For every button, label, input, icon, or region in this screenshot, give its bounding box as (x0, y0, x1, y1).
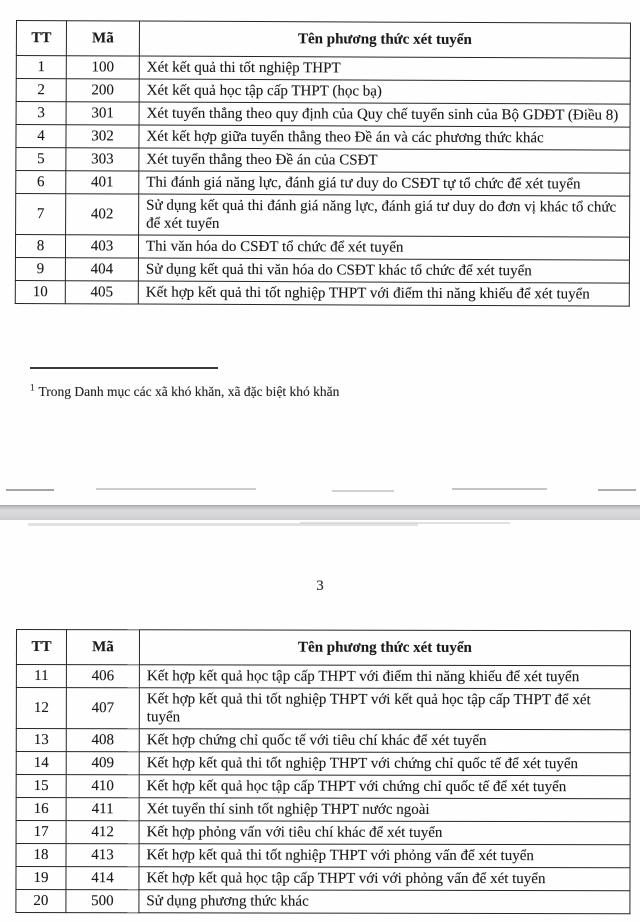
method-name-cell: Sử dụng kết quả thi văn hóa do CSĐT khác tổ chức để xét tuyển (138, 258, 629, 283)
method-code-cell: 402 (66, 194, 139, 235)
method-code-cell: 410 (66, 775, 139, 798)
footnote-text: Trong Danh mục các xã khó khăn, xã đặc biệt khó khăn (38, 384, 340, 399)
method-code-cell: 404 (65, 258, 138, 281)
method-code-cell: 408 (66, 729, 139, 752)
method-name-cell: Kết hợp kết quả thi tốt nghiệp THPT với chứng chỉ quốc tế để xét tuyển (139, 752, 630, 776)
table-row (16, 844, 630, 868)
page-number: 3 (316, 578, 324, 594)
table-row (16, 56, 630, 82)
table-row (16, 171, 630, 197)
row-number-cell: 6 (16, 171, 66, 194)
scan-artifact (300, 522, 510, 524)
table-row (16, 148, 630, 174)
method-name-cell: Xét kết quả học tập cấp THPT (học bạ) (139, 79, 630, 104)
col-header-tt: TT (16, 21, 66, 56)
page-break-separator (0, 505, 640, 520)
col-header-name: Tên phương thức xét tuyển (139, 21, 630, 58)
table-row (16, 125, 630, 151)
table-row (16, 752, 630, 776)
table-row (15, 280, 629, 306)
col-header-tt: TT (16, 630, 66, 665)
row-number-cell: 17 (16, 821, 66, 844)
admission-methods-table-2 (15, 629, 631, 914)
scan-artifact (332, 490, 394, 492)
row-number-cell: 2 (16, 79, 66, 102)
method-name-cell: Sử dụng kết quả thi đánh giá năng lực, đánh giá tư duy do đơn vị khác tổ chức để xét tuyển (139, 194, 630, 237)
method-name-cell: Kết hợp kết quả thi tốt nghiệp THPT với điểm thi năng khiếu để xét tuyển (138, 281, 629, 306)
admission-methods-table-1 (15, 20, 631, 307)
method-name-cell: Xét tuyển thẳng theo quy định của Quy chế tuyển sinh của Bộ GDĐT (Điều 8) (139, 102, 630, 127)
method-code-cell: 414 (66, 867, 139, 890)
row-number-cell: 7 (16, 194, 66, 235)
method-code-cell: 500 (66, 890, 139, 913)
method-name-cell: Kết hợp kết quả học tập cấp THPT với với phỏng vấn để xét tuyển (139, 867, 630, 891)
method-code-cell: 412 (66, 821, 139, 844)
method-code-cell: 403 (65, 235, 138, 258)
row-number-cell: 20 (16, 890, 66, 913)
footnote (30, 383, 339, 400)
row-number-cell: 1 (16, 56, 66, 79)
method-code-cell: 413 (66, 844, 139, 867)
method-code-cell: 407 (66, 688, 139, 729)
row-number-cell: 13 (16, 729, 66, 752)
row-number-cell: 16 (16, 798, 66, 821)
method-code-cell: 303 (66, 148, 139, 171)
col-header-ma: Mã (66, 630, 139, 665)
table-row (16, 890, 630, 914)
scan-artifact (96, 488, 256, 490)
col-header-ma: Mã (66, 21, 139, 56)
scan-artifact (6, 489, 54, 491)
col-header-name: Tên phương thức xét tuyển (139, 630, 630, 666)
table-row (16, 775, 630, 799)
method-code-cell: 409 (66, 752, 139, 775)
method-name-cell: Kết hợp chứng chỉ quốc tế với tiêu chí khác để xét tuyển (139, 729, 630, 753)
method-name-cell: Kết hợp kết quả thi tốt nghiệp THPT với phỏng vấn để xét tuyển (139, 844, 630, 868)
method-name-cell: Xét tuyển thẳng theo Đề án của CSĐT (139, 148, 630, 173)
table-header-row (16, 630, 630, 666)
row-number-cell: 11 (16, 665, 66, 688)
method-name-cell: Xét tuyển thí sinh tốt nghiệp THPT nước ngoài (139, 798, 630, 822)
table-row (15, 257, 629, 283)
table-row (16, 867, 630, 891)
table-row (15, 235, 629, 261)
row-number-cell: 9 (15, 257, 65, 280)
row-number-cell: 4 (16, 125, 66, 148)
table-row (16, 729, 630, 753)
table-header-row (16, 21, 630, 59)
method-code-cell: 411 (66, 798, 139, 821)
row-number-cell: 18 (16, 844, 66, 867)
footnote-marker: 1 (30, 382, 35, 393)
row-number-cell: 8 (15, 235, 65, 258)
scan-artifact (598, 489, 636, 491)
method-name-cell: Xét kết quả thi tốt nghiệp THPT (139, 56, 630, 81)
row-number-cell: 15 (16, 775, 66, 798)
table-row (16, 665, 630, 689)
method-code-cell: 405 (65, 281, 138, 304)
method-name-cell: Sử dụng phương thức khác (139, 890, 630, 914)
table-row (16, 688, 630, 730)
method-name-cell: Kết hợp phỏng vấn với tiêu chí khác để xét tuyển (139, 821, 630, 845)
method-code-cell: 200 (66, 79, 139, 102)
table-row (16, 79, 630, 105)
row-number-cell: 12 (16, 688, 66, 729)
page-2 (0, 520, 640, 922)
table-row (16, 821, 630, 845)
method-name-cell: Kết hợp kết quả học tập cấp THPT với điểm thi năng khiếu để xét tuyển (139, 665, 630, 689)
footnote-separator (30, 367, 218, 369)
row-number-cell: 3 (16, 102, 66, 125)
method-name-cell: Xét kết hợp giữa tuyển thẳng theo Đề án và các phương thức khác (139, 125, 630, 150)
method-code-cell: 401 (66, 171, 139, 194)
method-name-cell: Kết hợp kết quả thi tốt nghiệp THPT với kết quả học tập cấp THPT để xét tuyển (139, 688, 630, 730)
scan-artifact (28, 523, 418, 526)
row-number-cell: 5 (16, 148, 66, 171)
scan-artifact (452, 488, 547, 490)
method-name-cell: Thi văn hóa do CSĐT tổ chức để xét tuyển (138, 235, 629, 260)
method-code-cell: 302 (66, 125, 139, 148)
row-number-cell: 10 (15, 280, 65, 303)
method-code-cell: 301 (66, 102, 139, 125)
method-name-cell: Kết hợp kết quả học tập cấp THPT với chứng chỉ quốc tế để xét tuyển (139, 775, 630, 799)
table-row (16, 798, 630, 822)
row-number-cell: 14 (16, 752, 66, 775)
table-row (16, 194, 630, 238)
method-code-cell: 406 (66, 665, 139, 688)
table-row (16, 102, 630, 128)
row-number-cell: 19 (16, 867, 66, 890)
method-code-cell: 100 (66, 56, 139, 79)
method-name-cell: Thi đánh giá năng lực, đánh giá tư duy do CSĐT tự tổ chức để xét tuyển (139, 171, 630, 196)
